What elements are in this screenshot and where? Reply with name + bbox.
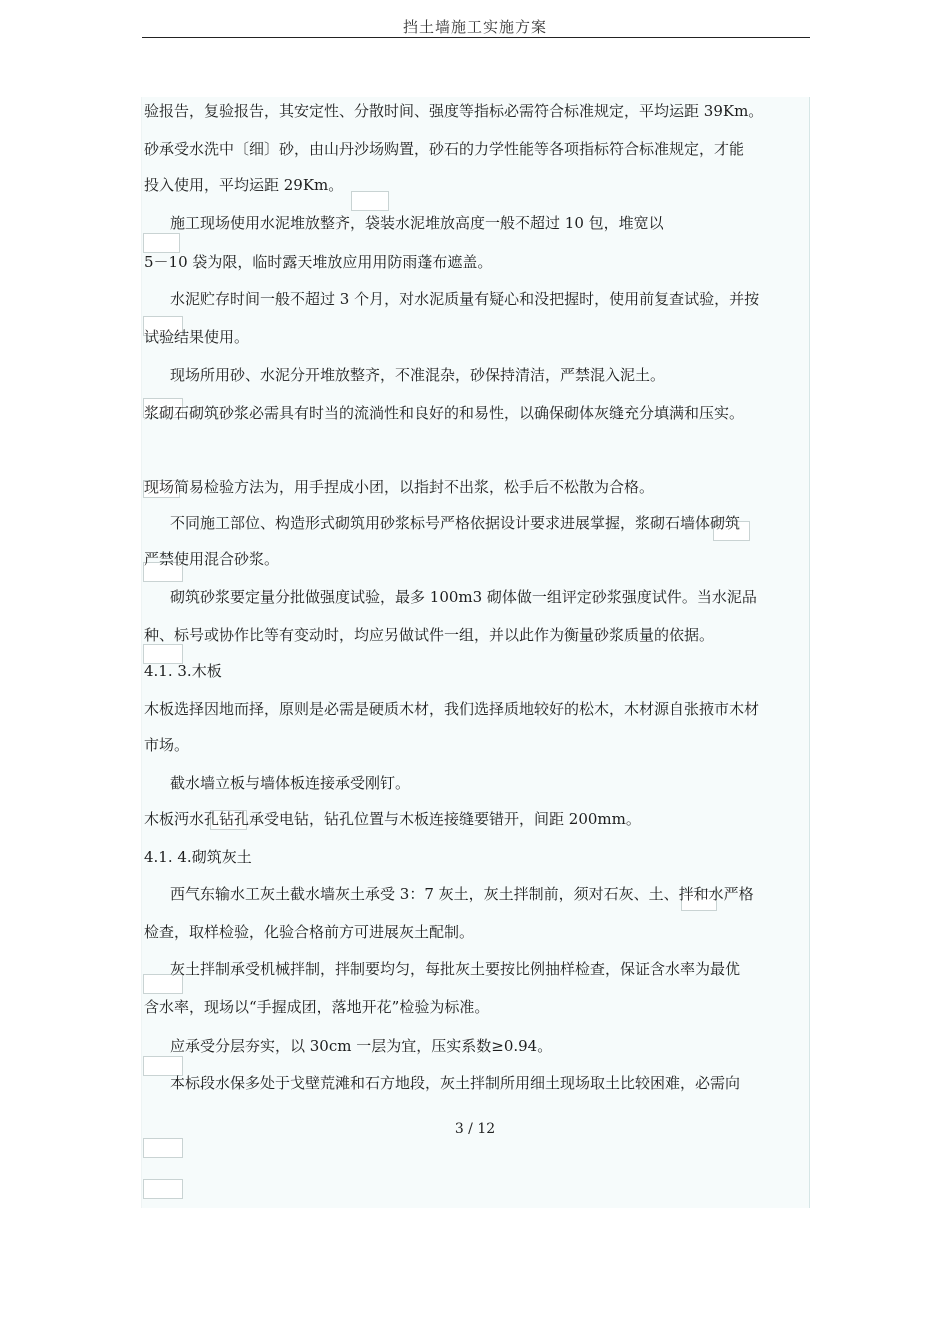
section-heading: 4.1. 3.木板	[144, 662, 222, 680]
body-line: 市场。	[144, 736, 190, 754]
body-line: 应承受分层夯实，以 30cm 一层为宜，压实系数≥0.94。	[170, 1037, 553, 1055]
header-rule	[142, 37, 810, 38]
body-line: 5－10 袋为限，临时露天堆放应用用防雨蓬布遮盖。	[144, 253, 493, 271]
body-line: 西气东输水工灰土截水墙灰土承受 3：7 灰土，灰土拌制前，须对石灰、土、拌和水严格	[170, 885, 754, 903]
body-line: 种、标号或协作比等有变动时，均应另做试件一组，并以此作为衡量砂浆质量的依据。	[144, 626, 715, 644]
body-line: 灰土拌制承受机械拌制，拌制要均匀，每批灰土要按比例抽样检查，保证含水率为最优	[170, 960, 741, 978]
body-line: 水泥贮存时间一般不超过 3 个月，对水泥质量有疑心和没把握时，使用前复查试验，并按	[170, 290, 760, 308]
body-line: 截水墙立板与墙体板连接承受刚钉。	[170, 774, 411, 792]
body-line: 检查，取样检验，化验合格前方可进展灰土配制。	[144, 923, 475, 941]
field-box	[143, 233, 180, 253]
body-line: 砌筑砂浆要定量分批做强度试验，最多 100m3 砌体做一组评定砂浆强度试件。当水泥品	[170, 588, 757, 606]
body-line: 含水率，现场以“手握成团，落地开花”检验为标准。	[144, 998, 490, 1016]
body-line: 施工现场使用水泥堆放整齐，袋装水泥堆放高度一般不超过 10 包，堆宽以	[170, 214, 664, 232]
body-line: 木板沔水孔钻孔承受电钻，钻孔位置与木板连接缝要错开，间距 200mm。	[144, 810, 641, 828]
body-line: 验报告，复验报告，其安定性、分散时间、强度等指标必需符合标准规定，平均运距 39Km。	[144, 102, 764, 120]
page-number: 3 / 12	[454, 1121, 496, 1137]
field-box	[143, 1138, 183, 1158]
body-line: 本标段水保多处于戈壁荒滩和石方地段，灰土拌制所用细土现场取土比较困难，必需向	[170, 1074, 741, 1092]
body-line: 木板选择因地而择，原则是必需是硬质木材，我们选择质地较好的松木，木材源自张掖市木材	[144, 700, 760, 718]
document-header-title: 挡土墙施工实施方案	[402, 18, 547, 36]
body-line: 现场所用砂、水泥分开堆放整齐，不准混杂，砂保持清洁，严禁混入泥土。	[170, 366, 666, 384]
section-heading: 4.1. 4.砌筑灰土	[144, 848, 252, 866]
body-line: 严禁使用混合砂浆。	[144, 550, 280, 568]
body-line: 投入使用，平均运距 29Km。	[144, 176, 344, 194]
body-line: 试验结果使用。	[144, 328, 250, 346]
body-line: 不同施工部位、构造形式砌筑用砂浆标号严格依据设计要求进展掌握，浆砌石墙体砌筑	[170, 514, 741, 532]
field-box	[351, 191, 389, 211]
body-line: 砂承受水洗中〔细〕砂，由山丹沙场购置，砂石的力学性能等各项指标符合标准规定，才能	[144, 140, 745, 158]
body-line: 现场简易检验方法为，用手捏成小团，以指封不出浆，松手后不松散为合格。	[144, 478, 655, 496]
field-box	[143, 1179, 183, 1199]
body-line: 浆砌石砌筑砂浆必需具有时当的流淌性和良好的和易性，以确保砌体灰缝充分填满和压实。	[144, 404, 745, 422]
